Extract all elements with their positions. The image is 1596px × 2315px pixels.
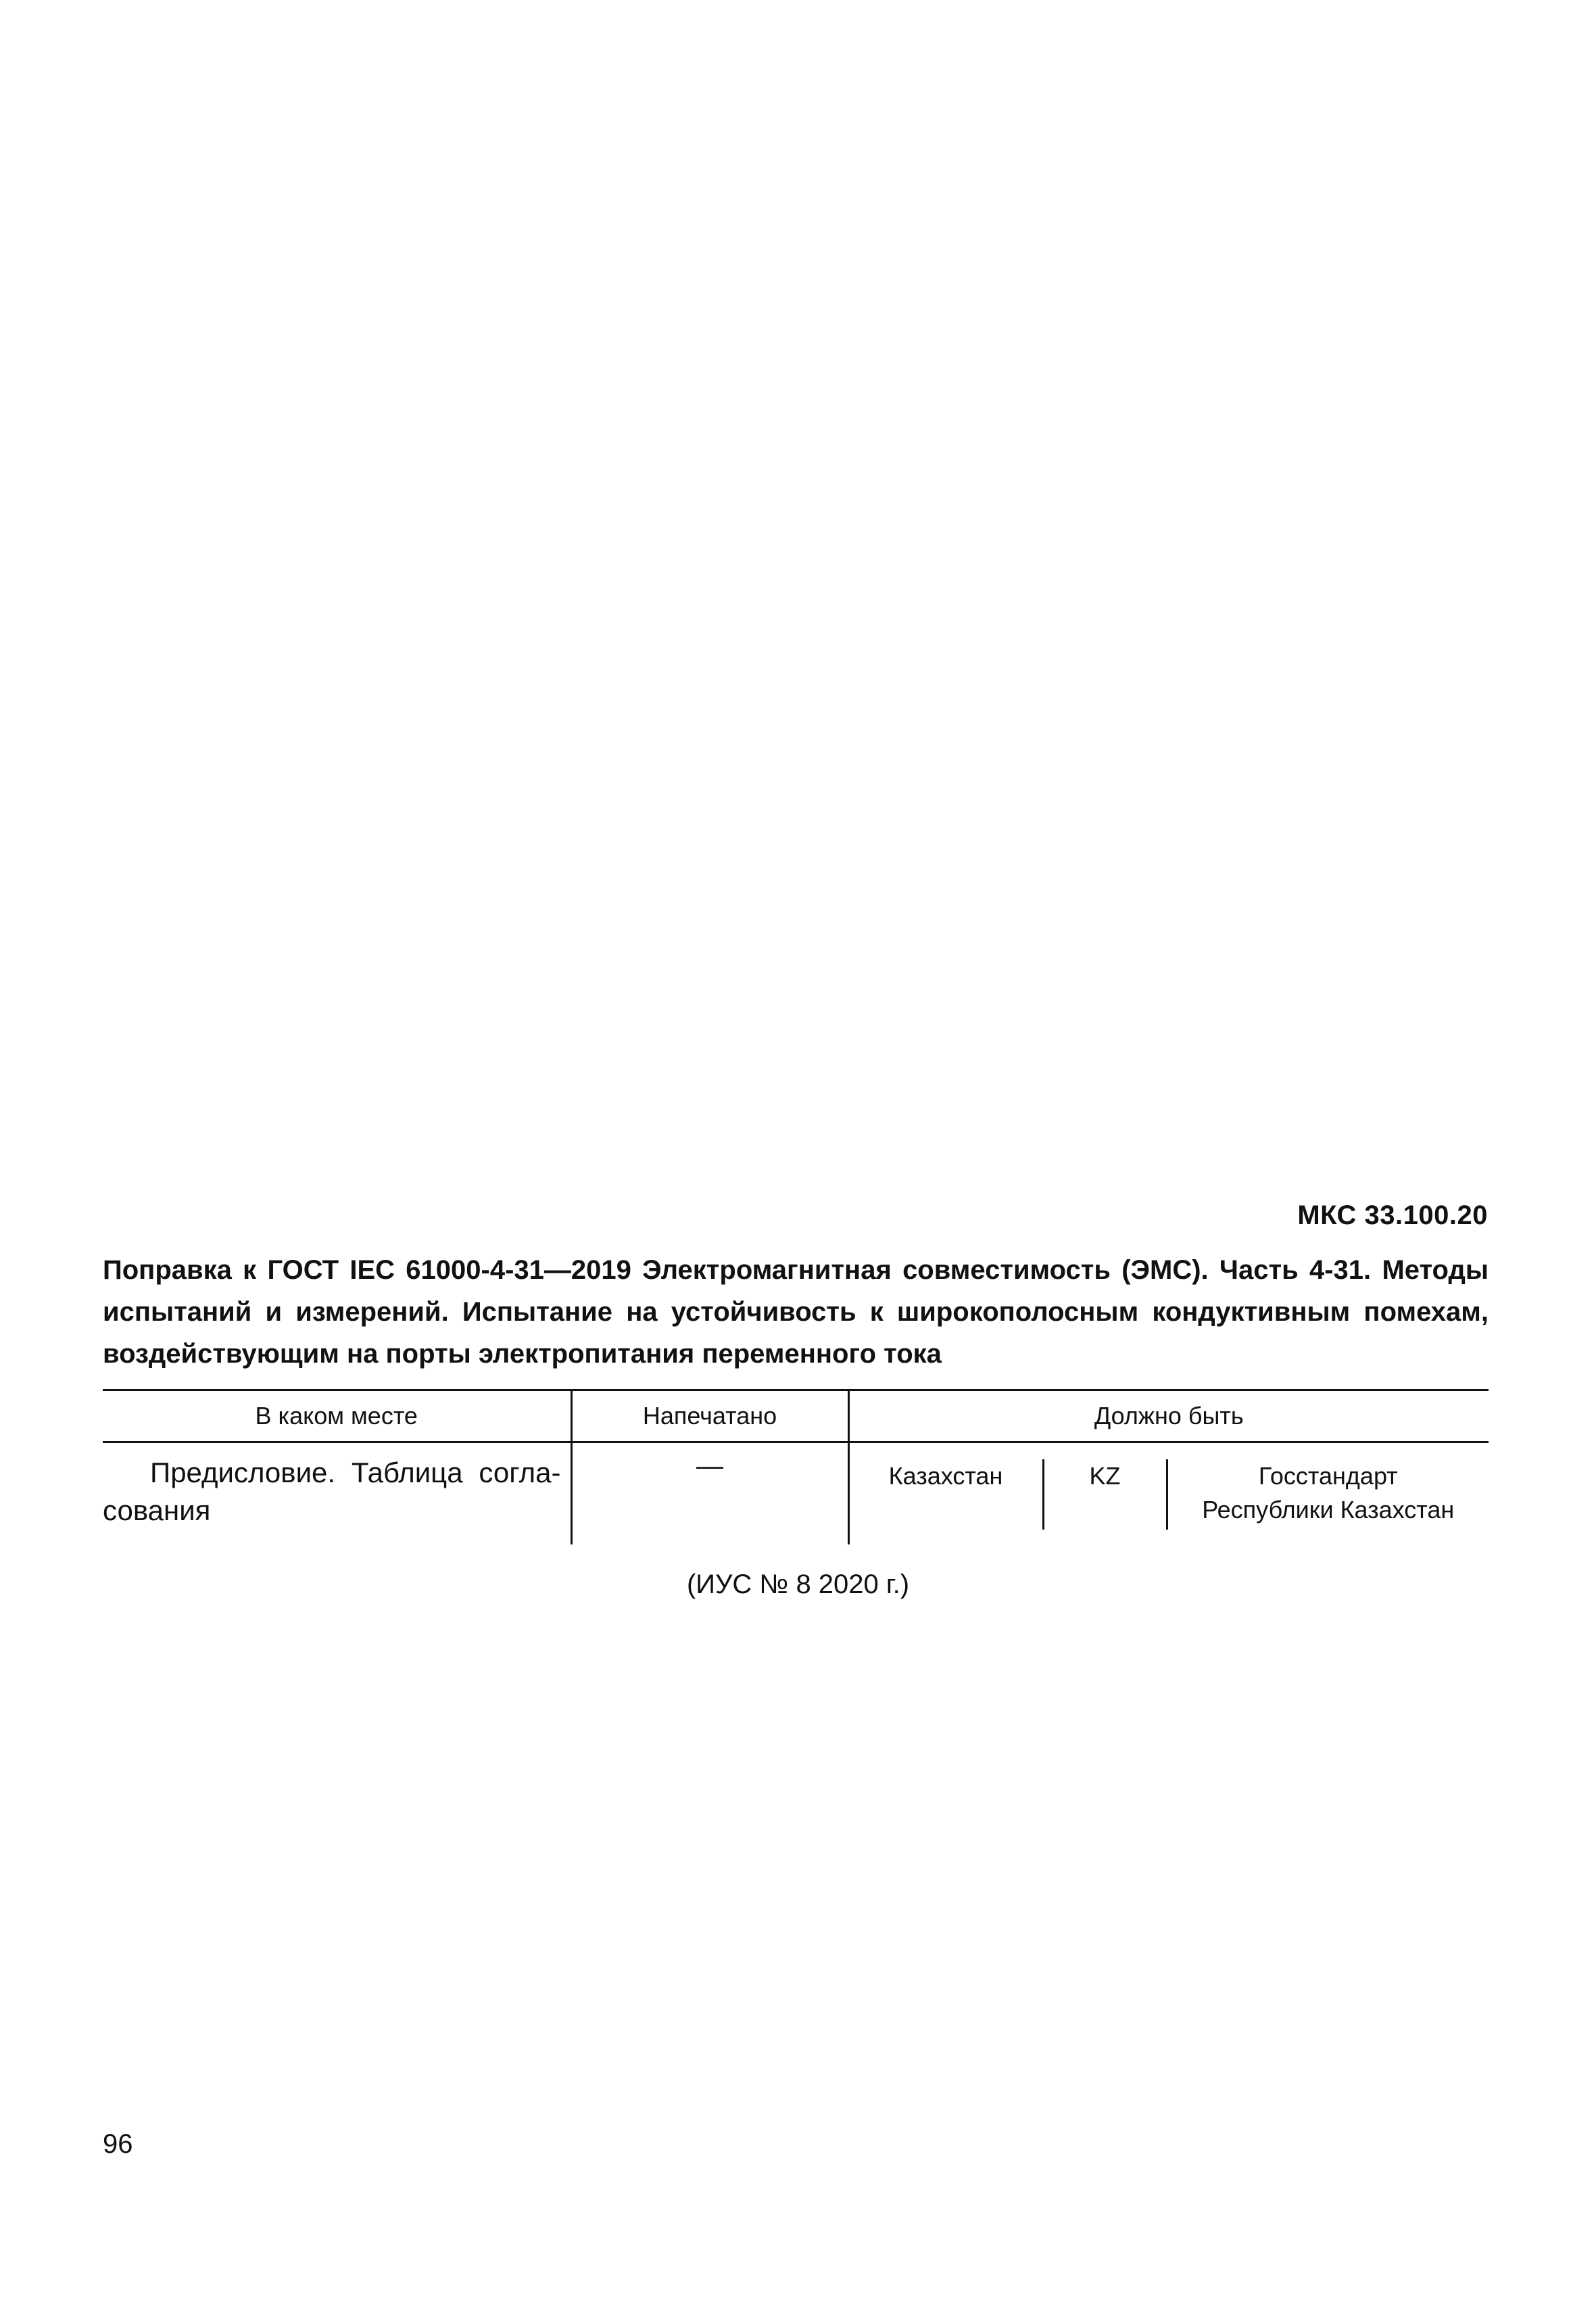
header-should-be: Должно быть bbox=[848, 1390, 1489, 1442]
standards-body-line2: Республики Казахстан bbox=[1202, 1496, 1455, 1524]
header-printed: Напечатано bbox=[571, 1390, 848, 1442]
table-header-row bbox=[103, 1390, 1489, 1442]
country-name: Казахстан bbox=[888, 1462, 1003, 1490]
cell-printed bbox=[571, 1442, 848, 1545]
cell-place bbox=[103, 1442, 571, 1545]
page-number: 96 bbox=[103, 2129, 133, 2159]
standards-body bbox=[1168, 1459, 1489, 1527]
amendment-title: Поправка к ГОСТ IEC 61000-4-31—2019 Электромагнитная совместимость (ЭМС). Часть 4-31. Методы испытаний и измерений. Испытание на устойчивость к широкополосным кондуктивным помехам, воздействующим на порты электропитания переменного тока bbox=[103, 1255, 1489, 1369]
classification-code: МКС 33.100.20 bbox=[1297, 1200, 1488, 1230]
printed-text: — bbox=[696, 1451, 723, 1481]
correction-table bbox=[103, 1389, 1489, 1544]
table-row bbox=[103, 1442, 1489, 1545]
standards-body-line1: Госстандарт bbox=[1258, 1462, 1398, 1490]
place-text: Предисловие. Таблица согласования bbox=[103, 1457, 561, 1526]
country-code: KZ bbox=[1042, 1459, 1168, 1530]
source-note: (ИУС № 8 2020 г.) bbox=[686, 1569, 910, 1599]
cell-should-be bbox=[848, 1442, 1489, 1545]
should-be-group bbox=[850, 1443, 1489, 1530]
header-place: В каком месте bbox=[103, 1390, 571, 1442]
